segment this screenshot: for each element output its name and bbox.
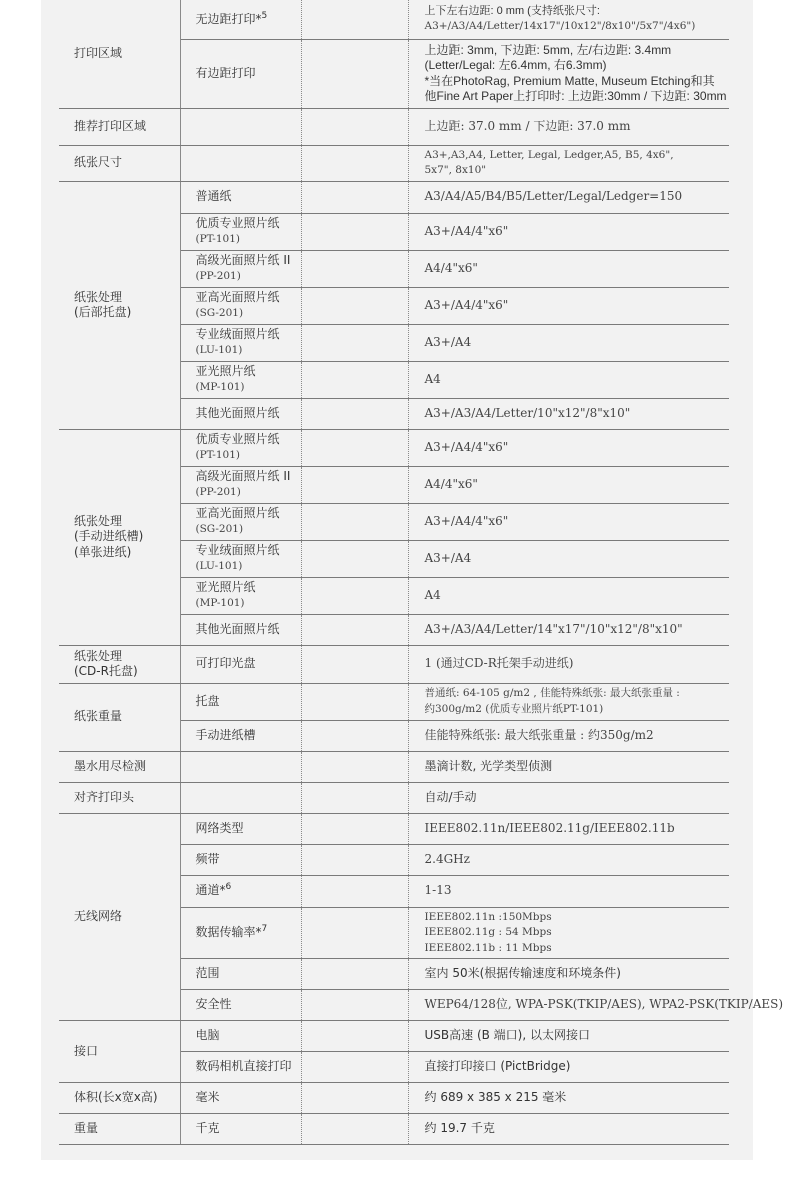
table-row [59,108,729,145]
item-cell: 普通纸 [180,181,301,213]
item-cell: 高级光面照片纸 II (PP-201) [180,466,301,503]
item-cell: 优质专业照片纸 (PT-101) [180,213,301,250]
item-cell: 数据传输率*$^7$ [180,907,301,959]
value-cell: A3/A4/A5/B4/B5/Letter/Legal/Ledger=150 [408,181,729,213]
value-cell: 自动/手动 [408,782,729,813]
table-row [59,813,729,844]
value-cell: 约 689 x 385 x 215 毫米 [408,1083,729,1114]
value-cell: 上边距: 37.0 mm / 下边距: 37.0 mm [408,108,729,145]
item-cell: 电脑 [180,1021,301,1052]
item-cell: 其他光面照片纸 [180,398,301,429]
value-cell: A3+/A3/A4/Letter/14"x17"/10"x12"/8"x10" [408,614,729,645]
item-cell: 亚光照片纸 (MP-101) [180,577,301,614]
item-cell: 托盘 [180,683,301,720]
value-cell: 1-13 [408,875,729,907]
item-cell: 数码相机直接打印 [180,1052,301,1083]
value-cell: 2.4GHz [408,844,729,875]
table-row [59,683,729,720]
item-cell: 亚高光面照片纸 (SG-201) [180,287,301,324]
table-row [59,145,729,181]
category-cell: 重量 [59,1114,180,1145]
table-row [59,1083,729,1114]
table-row [59,751,729,782]
category-cell: 墨水用尽检测 [59,751,180,782]
value-cell: 普通纸: 64-105 g/m2 , 佳能特殊纸张: 最大纸张重量 : 约300g/m2 (优质专业照片纸PT-101) [408,683,729,720]
table-row [59,1021,729,1052]
value-cell: A3+,A3,A4, Letter, Legal, Ledger,A5, B5, 4x6", 5x7", 8x10" [408,145,729,181]
value-cell: A3+/A4 [408,324,729,361]
value-cell: A3+/A4 [408,540,729,577]
value-cell: A3+/A3/A4/Letter/10"x12"/8"x10" [408,398,729,429]
item-cell: 安全性 [180,990,301,1021]
value-cell: 直接打印接口 (PictBridge) [408,1052,729,1083]
spec-table [59,0,784,1145]
item-cell: 专业绒面照片纸 (LU-101) [180,540,301,577]
item-cell: 网络类型 [180,813,301,844]
item-cell: 范围 [180,959,301,990]
category-cell: 对齐打印头 [59,782,180,813]
value-cell: WEP64/128位, WPA-PSK(TKIP/AES), WPA2-PSK(TKIP/AES) [408,990,729,1021]
value-cell: A3+/A4/4"x6" [408,287,729,324]
category-cell: 纸张处理 (手动进纸槽) (单张进纸) [59,429,180,645]
item-cell: 高级光面照片纸 II (PP-201) [180,250,301,287]
value-cell: A4/4"x6" [408,250,729,287]
item-cell: 其他光面照片纸 [180,614,301,645]
value-cell: 墨滴计数, 光学类型侦测 [408,751,729,782]
category-cell: 推荐打印区域 [59,108,180,145]
item-cell: 手动进纸槽 [180,720,301,751]
category-cell: 体积(长x宽x高) [59,1083,180,1114]
table-row [59,1114,729,1145]
value-cell: 1 (通过CD-R托架手动进纸) [408,645,729,683]
table-row [59,429,729,466]
category-cell: 接口 [59,1021,180,1083]
item-cell: 有边距打印 [180,39,301,108]
category-cell: 无线网络 [59,813,180,1021]
item-cell: 通道*$^6$ [180,875,301,907]
item-cell: 亚高光面照片纸 (SG-201) [180,503,301,540]
value-cell: 上下左右边距: 0 mm (支持纸张尺寸: A3+/A3/A4/Letter/14x17"/10x12"/8x10"/5x7"/4x6") [408,0,729,39]
value-cell: A4/4"x6" [408,466,729,503]
item-cell: 优质专业照片纸 (PT-101) [180,429,301,466]
item-cell: 亚光照片纸 (MP-101) [180,361,301,398]
table-row [59,645,729,683]
value-cell: IEEE802.11n/IEEE802.11g/IEEE802.11b [408,813,729,844]
item-cell: 频带 [180,844,301,875]
value-cell: A4 [408,361,729,398]
value-cell: A3+/A4/4"x6" [408,503,729,540]
category-cell: 纸张处理 (后部托盘) [59,181,180,429]
item-cell: 无边距打印*$^5$ [180,0,301,39]
value-cell: A3+/A4/4"x6" [408,429,729,466]
item-cell: 毫米 [180,1083,301,1114]
table-row [59,181,729,213]
value-cell: USB高速 (B 端口), 以太网接口 [408,1021,729,1052]
value-cell: 佳能特殊纸张: 最大纸张重量 : 约350g/m2 [408,720,729,751]
item-cell: 千克 [180,1114,301,1145]
value-cell: A4 [408,577,729,614]
table-row [59,782,729,813]
item-cell: 专业绒面照片纸 (LU-101) [180,324,301,361]
value-cell: 上边距: 3mm, 下边距: 5mm, 左/右边距: 3.4mm (Letter/Legal: 左6.4mm, 右6.3mm) *当在PhotoRag, Premium Matte, Museum Etching和其 他Fine Art Paper上打印时: 上边距:30mm / 下边距: 30mm [408,39,729,108]
category-cell: 纸张重量 [59,683,180,751]
value-cell: 约 19.7 千克 [408,1114,729,1145]
category-cell: 纸张处理 (CD-R托盘) [59,645,180,683]
category-cell: 打印区域 [59,0,180,108]
category-cell: 纸张尺寸 [59,145,180,181]
value-cell: IEEE802.11n :150Mbps IEEE802.11g : 54 Mbps IEEE802.11b : 11 Mbps [408,907,729,959]
table-row [59,0,729,39]
item-cell: 可打印光盘 [180,645,301,683]
value-cell: A3+/A4/4"x6" [408,213,729,250]
value-cell: 室内 50米(根据传输速度和环境条件) [408,959,729,990]
